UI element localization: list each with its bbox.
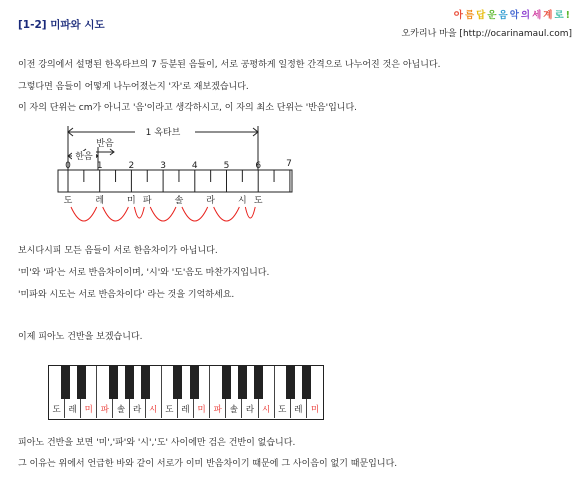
white-key-label: 솔 (229, 405, 238, 415)
ruler-number: 0 (65, 161, 71, 171)
black-key[interactable] (238, 366, 247, 399)
slogan-char: 계 (543, 10, 555, 21)
ruler-number: 5 (223, 161, 230, 171)
lesson-name: 미파와 시도 (50, 19, 105, 31)
black-key[interactable] (77, 366, 86, 399)
paragraph-5: '미'와 '파'는 서로 반음차이이며, '시'와 '도'음도 마찬가지입니다. (18, 268, 270, 278)
slogan-char: 음 (498, 10, 510, 21)
paragraph-8: 피아노 건반을 보면 '미','파'와 '시','도' 사이에만 검은 건반이 없습니다. (18, 438, 296, 448)
step-arc (150, 207, 176, 221)
black-key[interactable] (109, 366, 118, 399)
white-key-label: 시 (261, 405, 271, 415)
ruler-number: 6 (255, 161, 262, 171)
paragraph-9: 그 이유는 위에서 언급한 바와 같이 서로가 이미 반음차이기 때문에 그 사이음이 없기 때문입니다. (18, 459, 398, 469)
step-arc (245, 207, 255, 218)
ruler-note: 도 (253, 196, 263, 206)
white-key-label: 도 (165, 405, 174, 415)
paragraph-7: 이제 피아노 건반을 보겠습니다. (18, 332, 143, 342)
ruler-note: 라 (206, 196, 216, 206)
black-key[interactable] (141, 366, 150, 399)
ruler-note: 미 (127, 196, 136, 206)
ruler-note: 파 (142, 196, 152, 206)
ruler-note: 레 (95, 196, 105, 206)
black-key[interactable] (125, 366, 134, 399)
paragraph-2: 그렇다면 음들이 어떻게 나누어졌는지 '자'로 재보겠습니다. (18, 82, 249, 92)
white-key-label: 솔 (116, 405, 126, 415)
ruler-number: 2 (128, 161, 135, 171)
slogan-char: ! (565, 10, 572, 21)
white-key-label: 레 (181, 405, 190, 415)
ruler-number: 4 (191, 161, 198, 171)
white-key-label: 도 (278, 405, 287, 415)
piano-keyboard (48, 365, 324, 420)
step-arc (214, 207, 240, 221)
ruler-number: 3 (160, 161, 166, 171)
white-key-label: 레 (68, 405, 77, 415)
black-key[interactable] (222, 366, 231, 399)
slogan-char: 답 (476, 10, 488, 21)
black-key[interactable] (173, 366, 182, 399)
black-key[interactable] (286, 366, 295, 399)
slogan-char: 름 (464, 10, 477, 21)
white-key-label: 시 (149, 405, 158, 415)
step-arc (134, 207, 144, 218)
slogan-char: 아 (453, 10, 465, 21)
step-arc (182, 207, 208, 221)
black-key[interactable] (190, 366, 199, 399)
step-arc (103, 207, 129, 221)
white-key-label: 라 (245, 405, 255, 415)
white-key-label: 미 (310, 405, 320, 415)
paragraph-1: 이전 강의에서 설명된 한옥타브의 7 등분된 음들이, 서로 공평하게 일정한 간격으로 나누어진 것은 아닙니다. (18, 60, 441, 70)
slogan-char: 세 (532, 10, 544, 21)
ruler-note: 도 (63, 196, 73, 206)
white-key-label: 도 (52, 405, 61, 415)
white-key-label: 레 (294, 405, 303, 415)
black-key[interactable] (61, 366, 70, 399)
slogan-char: 운 (487, 10, 499, 21)
white-key-label: 파 (100, 405, 109, 415)
slogan-char: 악 (509, 10, 521, 21)
paragraph-6: '미파와 시도는 서로 반음차이다' 라는 것을 기억하세요. (18, 290, 235, 300)
step-arc (71, 207, 97, 221)
slogan-char: 의 (520, 10, 533, 21)
ruler-number: 1 (96, 161, 103, 171)
black-key[interactable] (254, 366, 263, 399)
ruler-number: 7 (286, 159, 292, 169)
octave-label: 1 옥타브 (145, 128, 181, 138)
white-key-label: 미 (84, 405, 93, 415)
ruler-note: 솔 (174, 196, 184, 206)
ruler-note: 시 (237, 196, 247, 206)
whole-step-label: 한음 (75, 152, 93, 162)
black-key[interactable] (302, 366, 311, 399)
white-key-label: 미 (197, 405, 206, 415)
white-key-label: 파 (213, 405, 222, 415)
white-key-label: 라 (133, 405, 142, 415)
half-step-label: 반음 (96, 139, 114, 149)
paragraph-3: 이 자의 단위는 cm가 아니고 '음'이라고 생각하시고, 이 자의 최소 단위는 '반음'입니다. (18, 103, 358, 113)
lesson-code: [1-2] (18, 19, 47, 31)
site-name[interactable]: 오카리나 마을 [http://ocarinamaul.com] (401, 29, 572, 39)
slogan-char: 로 (554, 10, 566, 21)
paragraph-4: 보시다시피 모든 음들이 서로 한음차이가 아닙니다. (18, 246, 218, 256)
